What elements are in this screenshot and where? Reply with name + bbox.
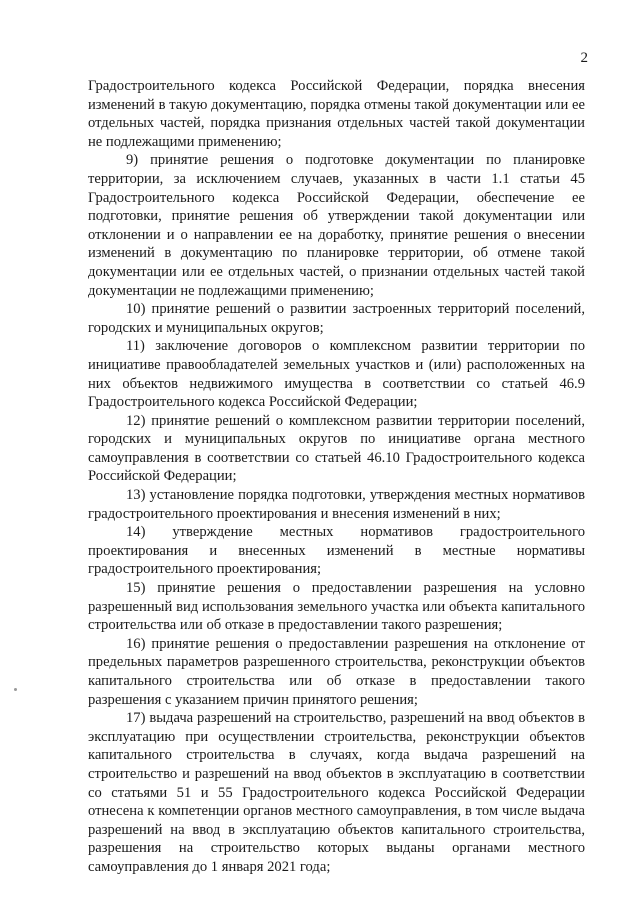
document-body	[88, 77, 585, 877]
list-item-14: 14) утверждение местных нормативов градостроительного проектирования и внесенных изменений в местные нормативы градостроительного проектирования;	[88, 524, 585, 578]
list-item-15: 15) принятие решения о предоставлении разрешения на условно разрешенный вид использования земельного участка или объекта капитального строительства или об отказе в предоставлении такого разрешения;	[88, 580, 585, 634]
page-number: 2	[580, 50, 588, 66]
list-item-12: 12) принятие решений о комплексном развитии территории поселений, городских и муниципальных округов по инициативе органа местного самоуправления в соответствии со статьей 46.10 Градостроительного кодекса Российской Федерации;	[88, 412, 585, 485]
paragraph-continuation: Градостроительного кодекса Российской Федерации, порядка внесения изменений в такую документацию, порядка отмены такой документации или ее отдельных частей, порядка признания отдельных частей такой документации не подлежащими применению;	[88, 78, 585, 150]
list-item-16: 16) принятие решения о предоставлении разрешения на отклонение от предельных параметров разрешенного строительства, реконструкции объектов капитального строительства или об отказе в предоставлении такого разрешения с указанием причин принятого решения;	[88, 635, 585, 708]
list-item-10: 10) принятие решений о развитии застроенных территорий поселений, городских и муниципальных округов;	[88, 301, 585, 336]
list-item-11: 11) заключение договоров о комплексном развитии территории по инициативе правообладателей земельных участков и (или) расположенных на них объектов недвижимого имущества в соответствии со статьей 46.9 Градостроительного кодекса Российской Федерации;	[88, 338, 585, 411]
list-item-9: 9) принятие решения о подготовке документации по планировке территории, за исключением случаев, указанных в части 1.1 статьи 45 Градостроительного кодекса Российской Федерации, обеспечение ее подготовки, принятие решения об утверждении такой документации или отклонении и о направлении ее на доработку, принятие решения о внесении изменений в документацию по планировке территории, об отмене такой документации или ее отдельных частей, о признании отдельных частей такой документации не подлежащими применению;	[88, 152, 585, 299]
list-item-17: 17) выдача разрешений на строительство, разрешений на ввод объектов в эксплуатацию при осуществлении строительства, реконструкции объектов капитального строительства в случаях, когда выдача разрешений на строительство и разрешений на ввод объектов в эксплуатацию в соответствии со статьями 51 и 55 Градостроительного кодекса Российской Федерации отнесена к компетенции органов местного самоуправления, в том числе выдача разрешений на ввод в эксплуатацию объектов капитального строительства, разрешения на строительство которых выданы органами местного самоуправления до 1 января 2021 года;	[88, 710, 585, 875]
scan-speck	[14, 688, 17, 691]
list-item-13: 13) установление порядка подготовки, утверждения местных нормативов градостроительного проектирования и внесения изменений в них;	[88, 487, 585, 522]
